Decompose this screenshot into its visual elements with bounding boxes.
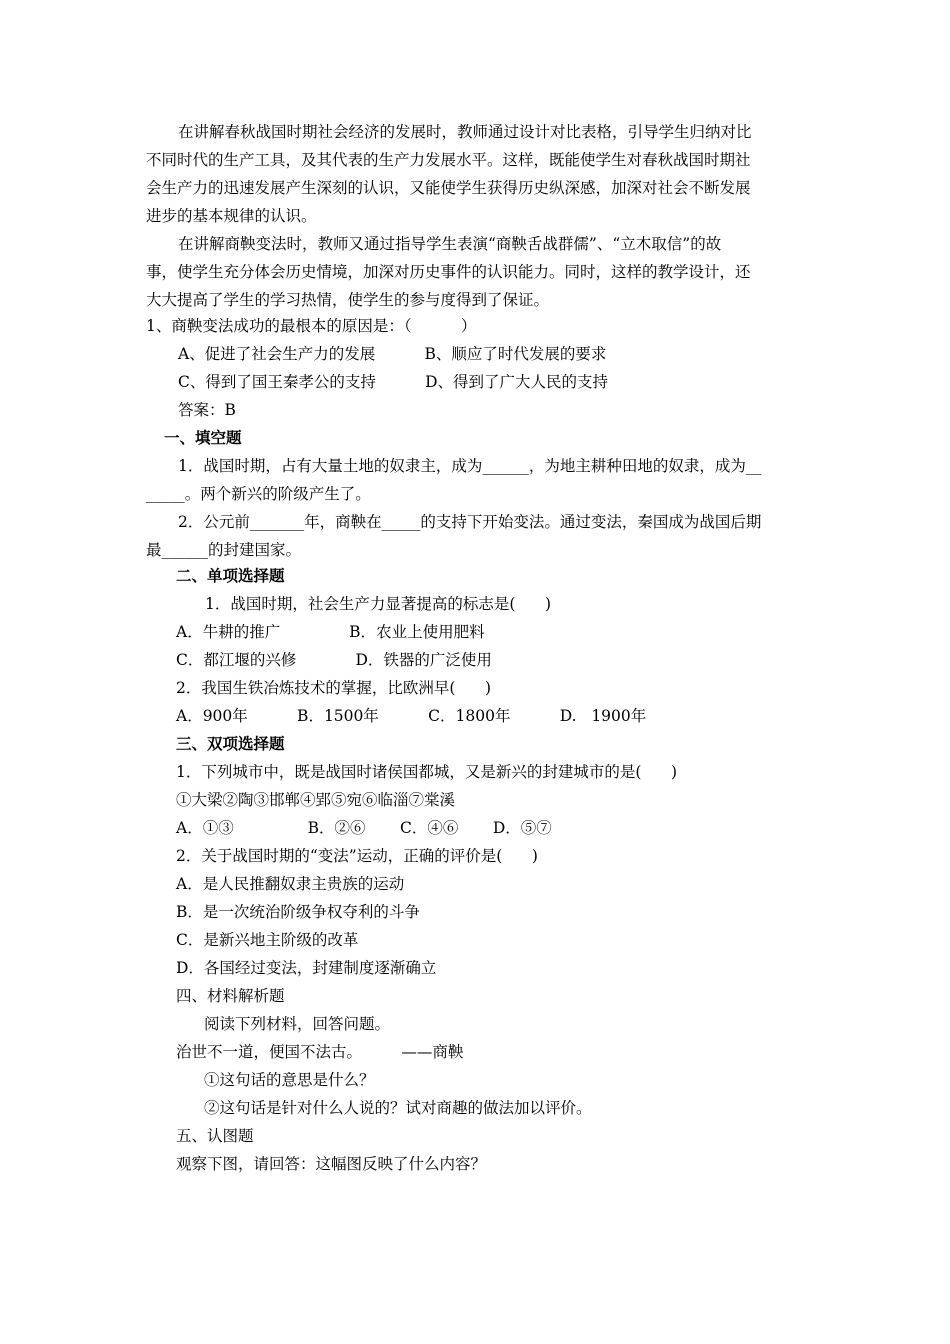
single-choice-question-2-options: A．900年 B．1500年 C．1800年 D. 1900年 (176, 707, 647, 725)
example-answer: 答案：B (178, 401, 236, 419)
material-quote: 治世不一道，便国不法古。 ——商鞅 (176, 1043, 464, 1061)
example-options-row-2: C、得到了国王秦孝公的支持 D、得到了广大人民的支持 (178, 373, 609, 391)
material-question-2: ②这句话是针对什么人说的？试对商趣的做法加以评价。 (204, 1099, 592, 1117)
fill-question-1-line-1: 1．战国时期，占有大量土地的奴隶主，成为______，为地主耕种田地的奴隶，成为__ (178, 457, 762, 475)
intro-paragraph-1-line-4: 进步的基本规律的认识。 (146, 207, 317, 225)
fill-question-1-line-2: _____。两个新兴的阶级产生了。 (146, 485, 371, 503)
intro-paragraph-2-line-1: 在讲解商鞅变法时，教师又通过指导学生表演“商鞅舌战群儒”、“立木取信”的故 (178, 235, 722, 253)
intro-paragraph-1-line-1: 在讲解春秋战国时期社会经济的发展时，教师通过设计对比表格，引导学生归纳对比 (178, 123, 752, 141)
double-choice-question-2-option-c: C．是新兴地主阶级的改革 (176, 931, 359, 949)
example-options-row-1: A、促进了社会生产力的发展 B、顺应了时代发展的要求 (178, 345, 607, 363)
material-question-1: ①这句话的意思是什么？ (204, 1071, 375, 1089)
double-choice-question-1: 1．下列城市中，既是战国时诸侯国都城，又是新兴的封建城市的是( ) (176, 763, 678, 781)
section-3-title: 三、双项选择题 (176, 734, 285, 753)
single-choice-question-1-options-row-2: C．都江堰的兴修 D．铁器的广泛使用 (176, 651, 492, 669)
double-choice-question-2-option-d: D．各国经过变法，封建制度逐渐确立 (176, 959, 437, 977)
section-5-title: 五、认图题 (176, 1127, 254, 1145)
fill-question-2-line-2: 最______的封建国家。 (146, 541, 302, 559)
double-choice-question-1-options: A．①③ B．②⑥ C．④⑥ D．⑤⑦ (176, 819, 552, 837)
double-choice-question-1-city-list: ①大梁②陶③邯郸④郢⑤宛⑥临淄⑦棠溪 (176, 791, 456, 809)
single-choice-question-1: 1．战国时期，社会生产力显著提高的标志是( ) (205, 595, 552, 613)
section-4-title: 四、材料解析题 (176, 987, 285, 1005)
single-choice-question-1-options-row-1: A．牛耕的推广 B．农业上使用肥料 (176, 623, 485, 641)
intro-paragraph-2-line-3: 大大提高了学生的学习热情，使学生的参与度得到了保证。 (146, 291, 550, 309)
intro-paragraph-2-line-2: 事，使学生充分体会历史情境，加深对历史事件的认识能力。同时，这样的教学设计，还 (146, 263, 751, 281)
section-2-title: 二、单项选择题 (176, 566, 285, 585)
single-choice-question-2: 2．我国生铁冶炼技术的掌握，比欧洲早( ) (176, 679, 492, 697)
intro-paragraph-1-line-3: 会生产力的迅速发展产生深刻的认识，又能使学生获得历史纵深感，加深对社会不断发展 (146, 179, 751, 197)
double-choice-question-2-option-b: B．是一次统治阶级争权夺利的斗争 (176, 903, 420, 921)
intro-paragraph-1-line-2: 不同时代的生产工具，及其代表的生产力发展水平。这样，既能使学生对春秋战国时期社 (146, 151, 751, 169)
double-choice-question-2-option-a: A．是人民推翻奴隶主贵族的运动 (176, 875, 405, 893)
double-choice-question-2: 2．关于战国时期的“变法”运动，正确的评价是( ) (176, 847, 538, 865)
picture-question: 观察下图，请回答：这幅图反映了什么内容？ (176, 1155, 487, 1173)
material-intro: 阅读下列材料，回答问题。 (204, 1015, 391, 1033)
example-question: 1、商鞅变法成功的最根本的原因是：（ ） (146, 317, 477, 335)
section-1-title: 一、填空题 (164, 428, 242, 447)
fill-question-2-line-1: 2．公元前_______年，商鞅在_____的支持下开始变法。通过变法，秦国成为战国后期 (178, 513, 762, 531)
